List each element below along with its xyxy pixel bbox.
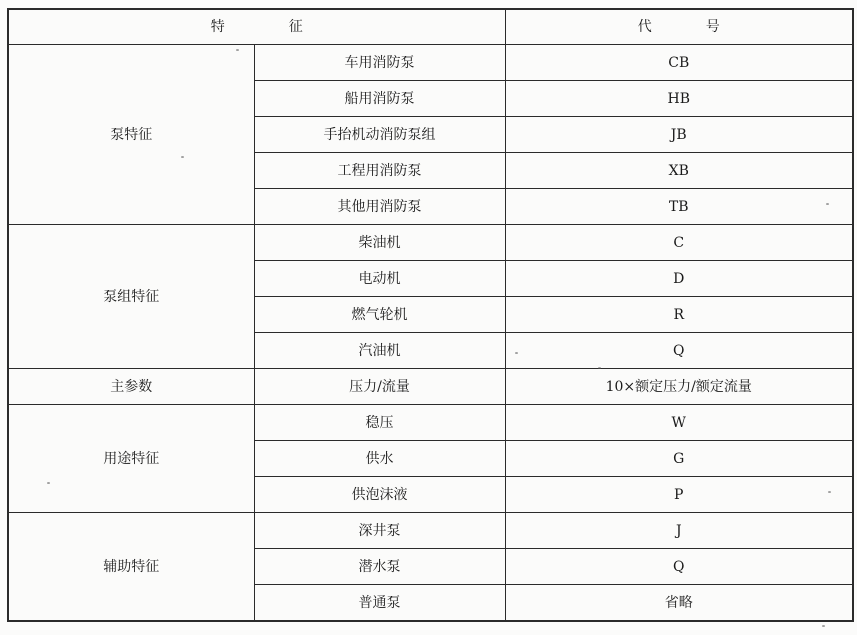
feature-cell: 潜水泵 [254, 549, 505, 585]
table-row [8, 225, 853, 261]
feature-cell: 柴油机 [254, 225, 505, 261]
group-label: 辅助特征 [8, 513, 254, 622]
feature-column-header [8, 9, 505, 45]
scan-speck [47, 482, 50, 484]
scan-speck [826, 203, 829, 205]
scan-speck [181, 156, 184, 158]
code-cell: W [505, 405, 853, 441]
table-row [8, 45, 853, 81]
feature-cell: 汽油机 [254, 333, 505, 369]
code-cell: Q [505, 333, 853, 369]
scan-speck [236, 49, 239, 51]
code-header-part1: 代 [637, 19, 652, 35]
feature-cell: 稳压 [254, 405, 505, 441]
scan-speck [598, 367, 601, 369]
code-cell: XB [505, 153, 853, 189]
code-cell: 10×额定压力/额定流量 [505, 369, 853, 405]
feature-cell: 供泡沫液 [254, 477, 505, 513]
code-cell: TB [505, 189, 853, 225]
feature-header-part1: 特 [210, 19, 225, 35]
code-cell: C [505, 225, 853, 261]
code-cell: P [505, 477, 853, 513]
table-row [8, 405, 853, 441]
code-cell: HB [505, 81, 853, 117]
code-cell: 省略 [505, 585, 853, 622]
feature-cell: 普通泵 [254, 585, 505, 622]
scan-speck [828, 491, 831, 493]
group-label: 泵特征 [8, 45, 254, 225]
code-column-header [505, 9, 853, 45]
table-row [8, 369, 853, 405]
code-cell: J [505, 513, 853, 549]
code-header-part2: 号 [705, 19, 720, 35]
feature-cell: 其他用消防泵 [254, 189, 505, 225]
scan-speck [822, 625, 825, 627]
feature-cell: 电动机 [254, 261, 505, 297]
fire-pump-designation-table [7, 8, 854, 622]
code-cell: G [505, 441, 853, 477]
code-cell: R [505, 297, 853, 333]
feature-cell: 手抬机动消防泵组 [254, 117, 505, 153]
feature-cell: 车用消防泵 [254, 45, 505, 81]
feature-cell: 船用消防泵 [254, 81, 505, 117]
code-cell: JB [505, 117, 853, 153]
group-label: 泵组特征 [8, 225, 254, 369]
feature-cell: 供水 [254, 441, 505, 477]
table-row [8, 513, 853, 549]
feature-cell: 深井泵 [254, 513, 505, 549]
table-header-row [8, 9, 853, 45]
code-cell: D [505, 261, 853, 297]
group-label: 用途特征 [8, 405, 254, 513]
feature-cell: 压力/流量 [254, 369, 505, 405]
code-cell: Q [505, 549, 853, 585]
code-cell: CB [505, 45, 853, 81]
feature-cell: 燃气轮机 [254, 297, 505, 333]
group-label: 主参数 [8, 369, 254, 405]
feature-header-part2: 征 [288, 19, 303, 35]
scan-speck [515, 352, 518, 354]
feature-cell: 工程用消防泵 [254, 153, 505, 189]
